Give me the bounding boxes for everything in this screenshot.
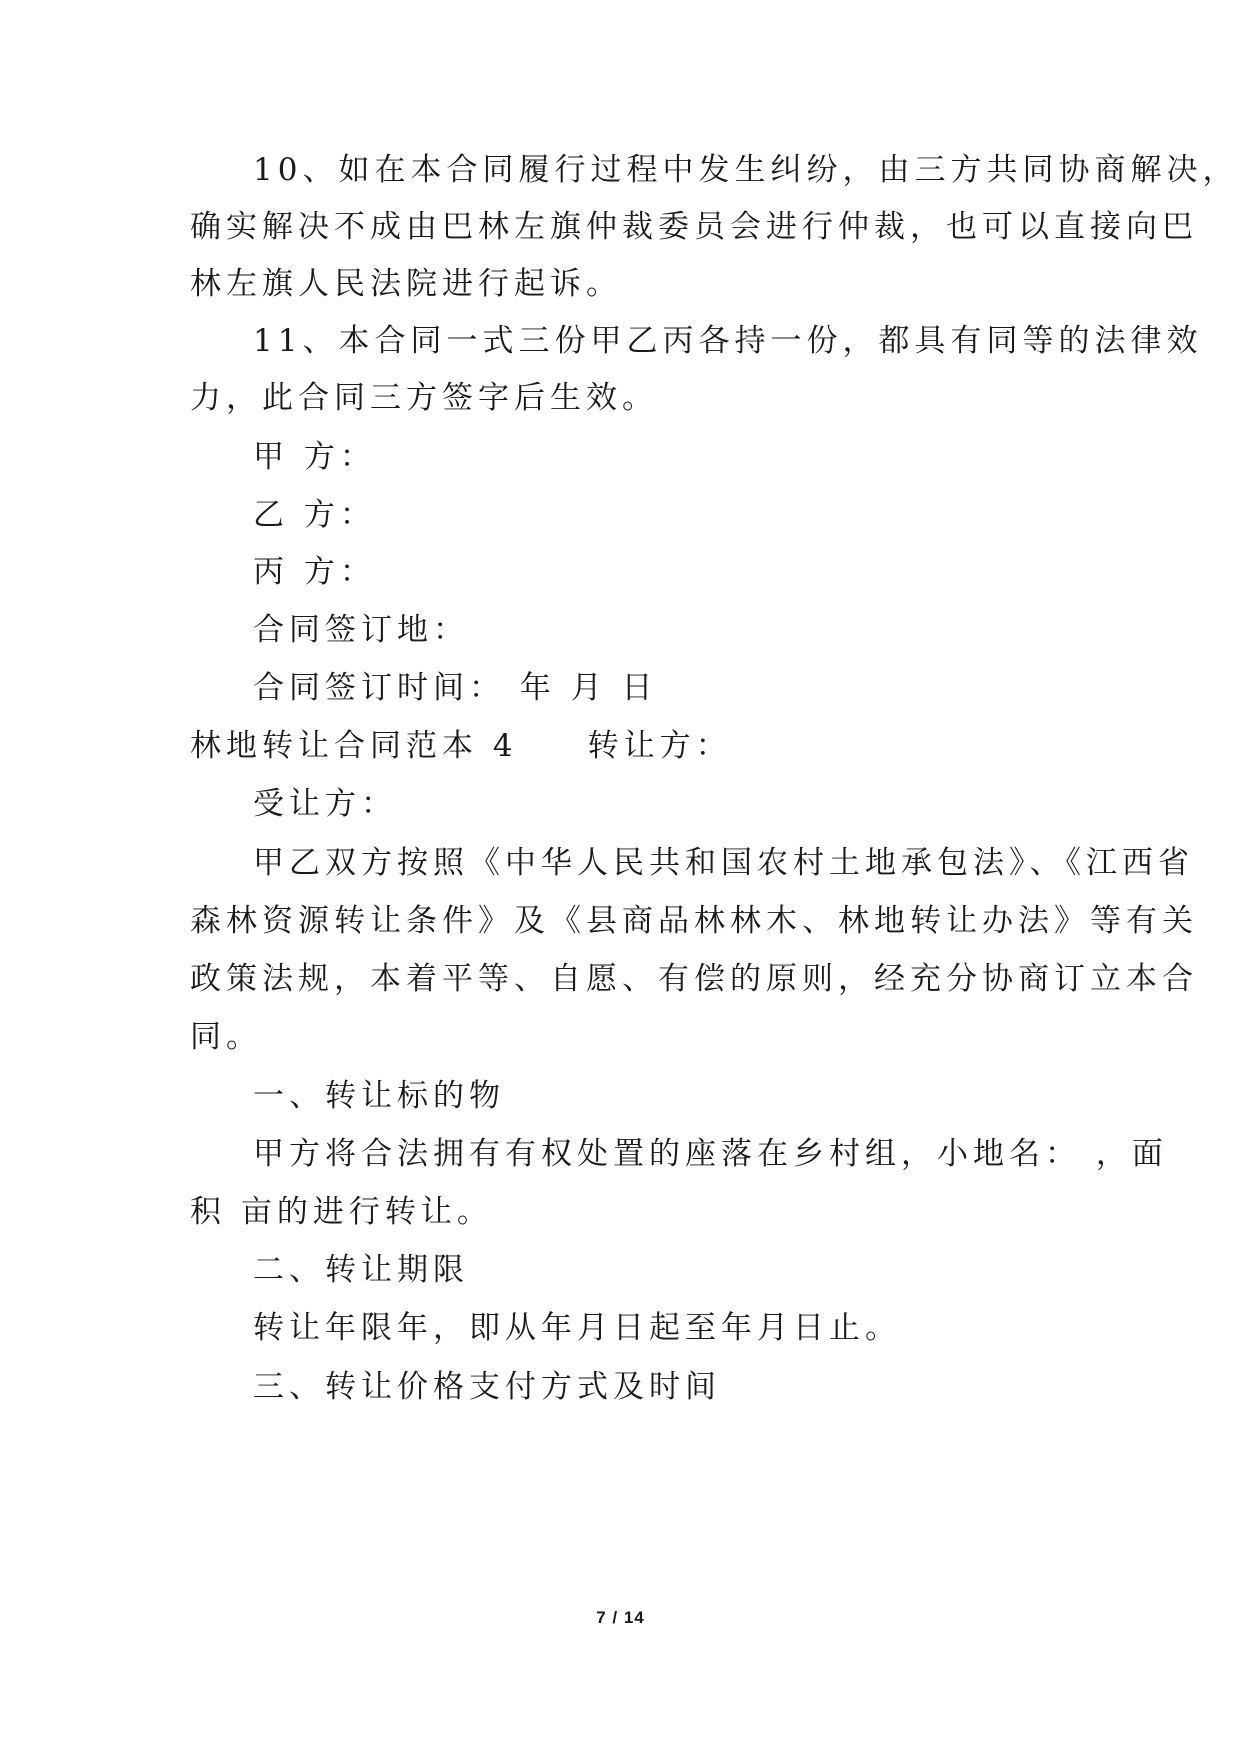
section-1-body-line-2: 积 亩的进行转让。 <box>190 1194 493 1230</box>
section-2-body: 转让年限年，即从年月日起至年月日止。 <box>253 1310 901 1346</box>
signing-place-label: 合同签订地： <box>253 612 469 648</box>
template-title: 林地转让合同范本 4 <box>190 728 518 764</box>
clause-10-line-2: 确实解决不成由巴林左旗仲裁委员会进行仲裁，也可以直接向巴 <box>190 209 1198 245</box>
clause-11-line-2: 力，此合同三方签字后生效。 <box>190 380 658 416</box>
preamble-line-1: 甲乙双方按照《中华人民共和国农村土地承包法》、《江西省 <box>253 845 1194 881</box>
section-3-heading: 三、转让价格支付方式及时间 <box>253 1369 721 1405</box>
preamble-line-4: 同。 <box>190 1019 262 1055</box>
clause-10-line-3: 林左旗人民法院进行起诉。 <box>190 266 622 302</box>
clause-11-line-1: 11、本合同一式三份甲乙丙各持一份，都具有同等的法律效 <box>253 323 1203 359</box>
preamble-line-2: 森林资源转让条件》及《县商品林林木、林地转让办法》等有关 <box>190 903 1198 939</box>
party-a-label: 甲 方： <box>253 439 376 475</box>
transferor-label: 转让方： <box>587 728 732 764</box>
signing-date-label: 合同签订时间： 年 月 日 <box>253 670 658 706</box>
party-c-label: 丙 方： <box>253 554 376 590</box>
transferee-label: 受让方： <box>253 786 397 822</box>
section-1-heading: 一、转让标的物 <box>253 1078 505 1114</box>
section-heading-line <box>190 726 1060 766</box>
section-1-body-line-1: 甲方将合法拥有有权处置的座落在乡村组，小地名： ，面 <box>253 1136 1168 1172</box>
preamble-line-3: 政策法规，本着平等、自愿、有偿的原则，经充分协商订立本合 <box>190 961 1198 997</box>
party-b-label: 乙 方： <box>253 497 376 533</box>
section-2-heading: 二、转让期限 <box>253 1252 469 1288</box>
clause-10-line-1: 10、如在本合同履行过程中发生纠纷，由三方共同协商解决， <box>253 152 1239 188</box>
page-indicator: 7 / 14 <box>596 1608 645 1627</box>
